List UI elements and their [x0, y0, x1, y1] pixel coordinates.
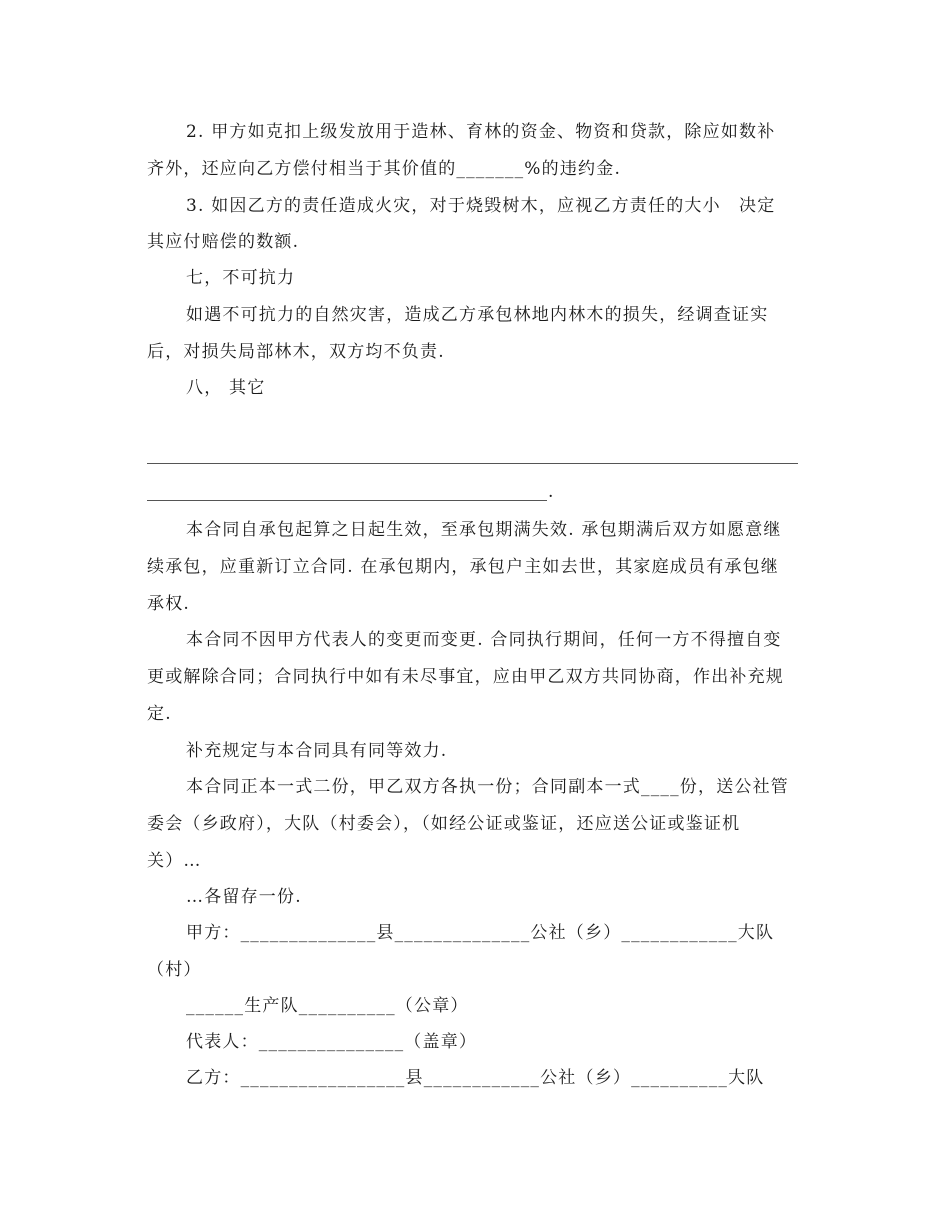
- copies-line-2: 委会（乡政府），大队（村委会），（如经公证或鉴证，还应送公证或鉴证机: [147, 814, 741, 834]
- blank-line-end-period: .: [548, 482, 555, 502]
- force-majeure-line-1: 如遇不可抗力的自然灾害，造成乙方承包林地内林木的损失，经调查证实: [186, 305, 769, 325]
- change-line-1: 本合同不因甲方代表人的变更而变更. 合同执行期间，任何一方不得擅自变: [186, 630, 782, 650]
- section-7-heading: 七，不可抗力: [186, 268, 296, 288]
- supplement-line: 补充规定与本合同具有同等效力.: [186, 741, 448, 761]
- clause-6-2-line-1: 2. 甲方如克扣上级发放用于造林、育林的资金、物资和贷款，除应如数补: [186, 122, 776, 142]
- clause-6-3-line-2: 其应付赔偿的数额.: [147, 232, 300, 252]
- party-a-village: （村）: [147, 960, 202, 980]
- effective-line-3: 承权.: [147, 594, 191, 614]
- representative-line: 代表人：_______________（盖章）: [186, 1032, 478, 1052]
- copies-line-3: 关）…: [147, 851, 202, 871]
- section-8-heading: 八， 其它: [186, 378, 266, 398]
- party-a-line: 甲方：______________县______________公社（乡）____________大队: [186, 923, 775, 943]
- clause-6-3-line-1: 3. 如因乙方的责任造成火灾，对于烧毁树木，应视乙方责任的大小 决定: [186, 196, 776, 216]
- force-majeure-line-2: 后，对损失局部林木，双方均不负责.: [147, 342, 445, 362]
- blank-line-1: [147, 463, 798, 464]
- effective-line-1: 本合同自承包起算之日起生效，至承包期满失效. 承包期满后双方如愿意继: [186, 520, 782, 540]
- change-line-3: 定.: [147, 704, 172, 724]
- effective-line-2: 续承包，应重新订立合同. 在承包期内，承包户主如去世，其家庭成员有承包继: [147, 557, 780, 577]
- party-a-team-seal: ______生产队__________（公章）: [186, 996, 469, 1016]
- change-line-2: 更或解除合同；合同执行中如有未尽事宜，应由甲乙双方共同协商，作出补充规: [147, 667, 784, 687]
- party-b-line: 乙方：_________________县____________公社（乡）__________大队: [186, 1068, 765, 1088]
- clause-6-2-line-2: 齐外，还应向乙方偿付相当于其价值的_______%的违约金.: [147, 159, 622, 179]
- blank-line-2: [147, 500, 547, 501]
- copies-line-4: …各留存一份.: [186, 887, 302, 907]
- copies-line-1: 本合同正本一式二份，甲乙双方各执一份；合同副本一式____份，送公社管: [186, 777, 789, 797]
